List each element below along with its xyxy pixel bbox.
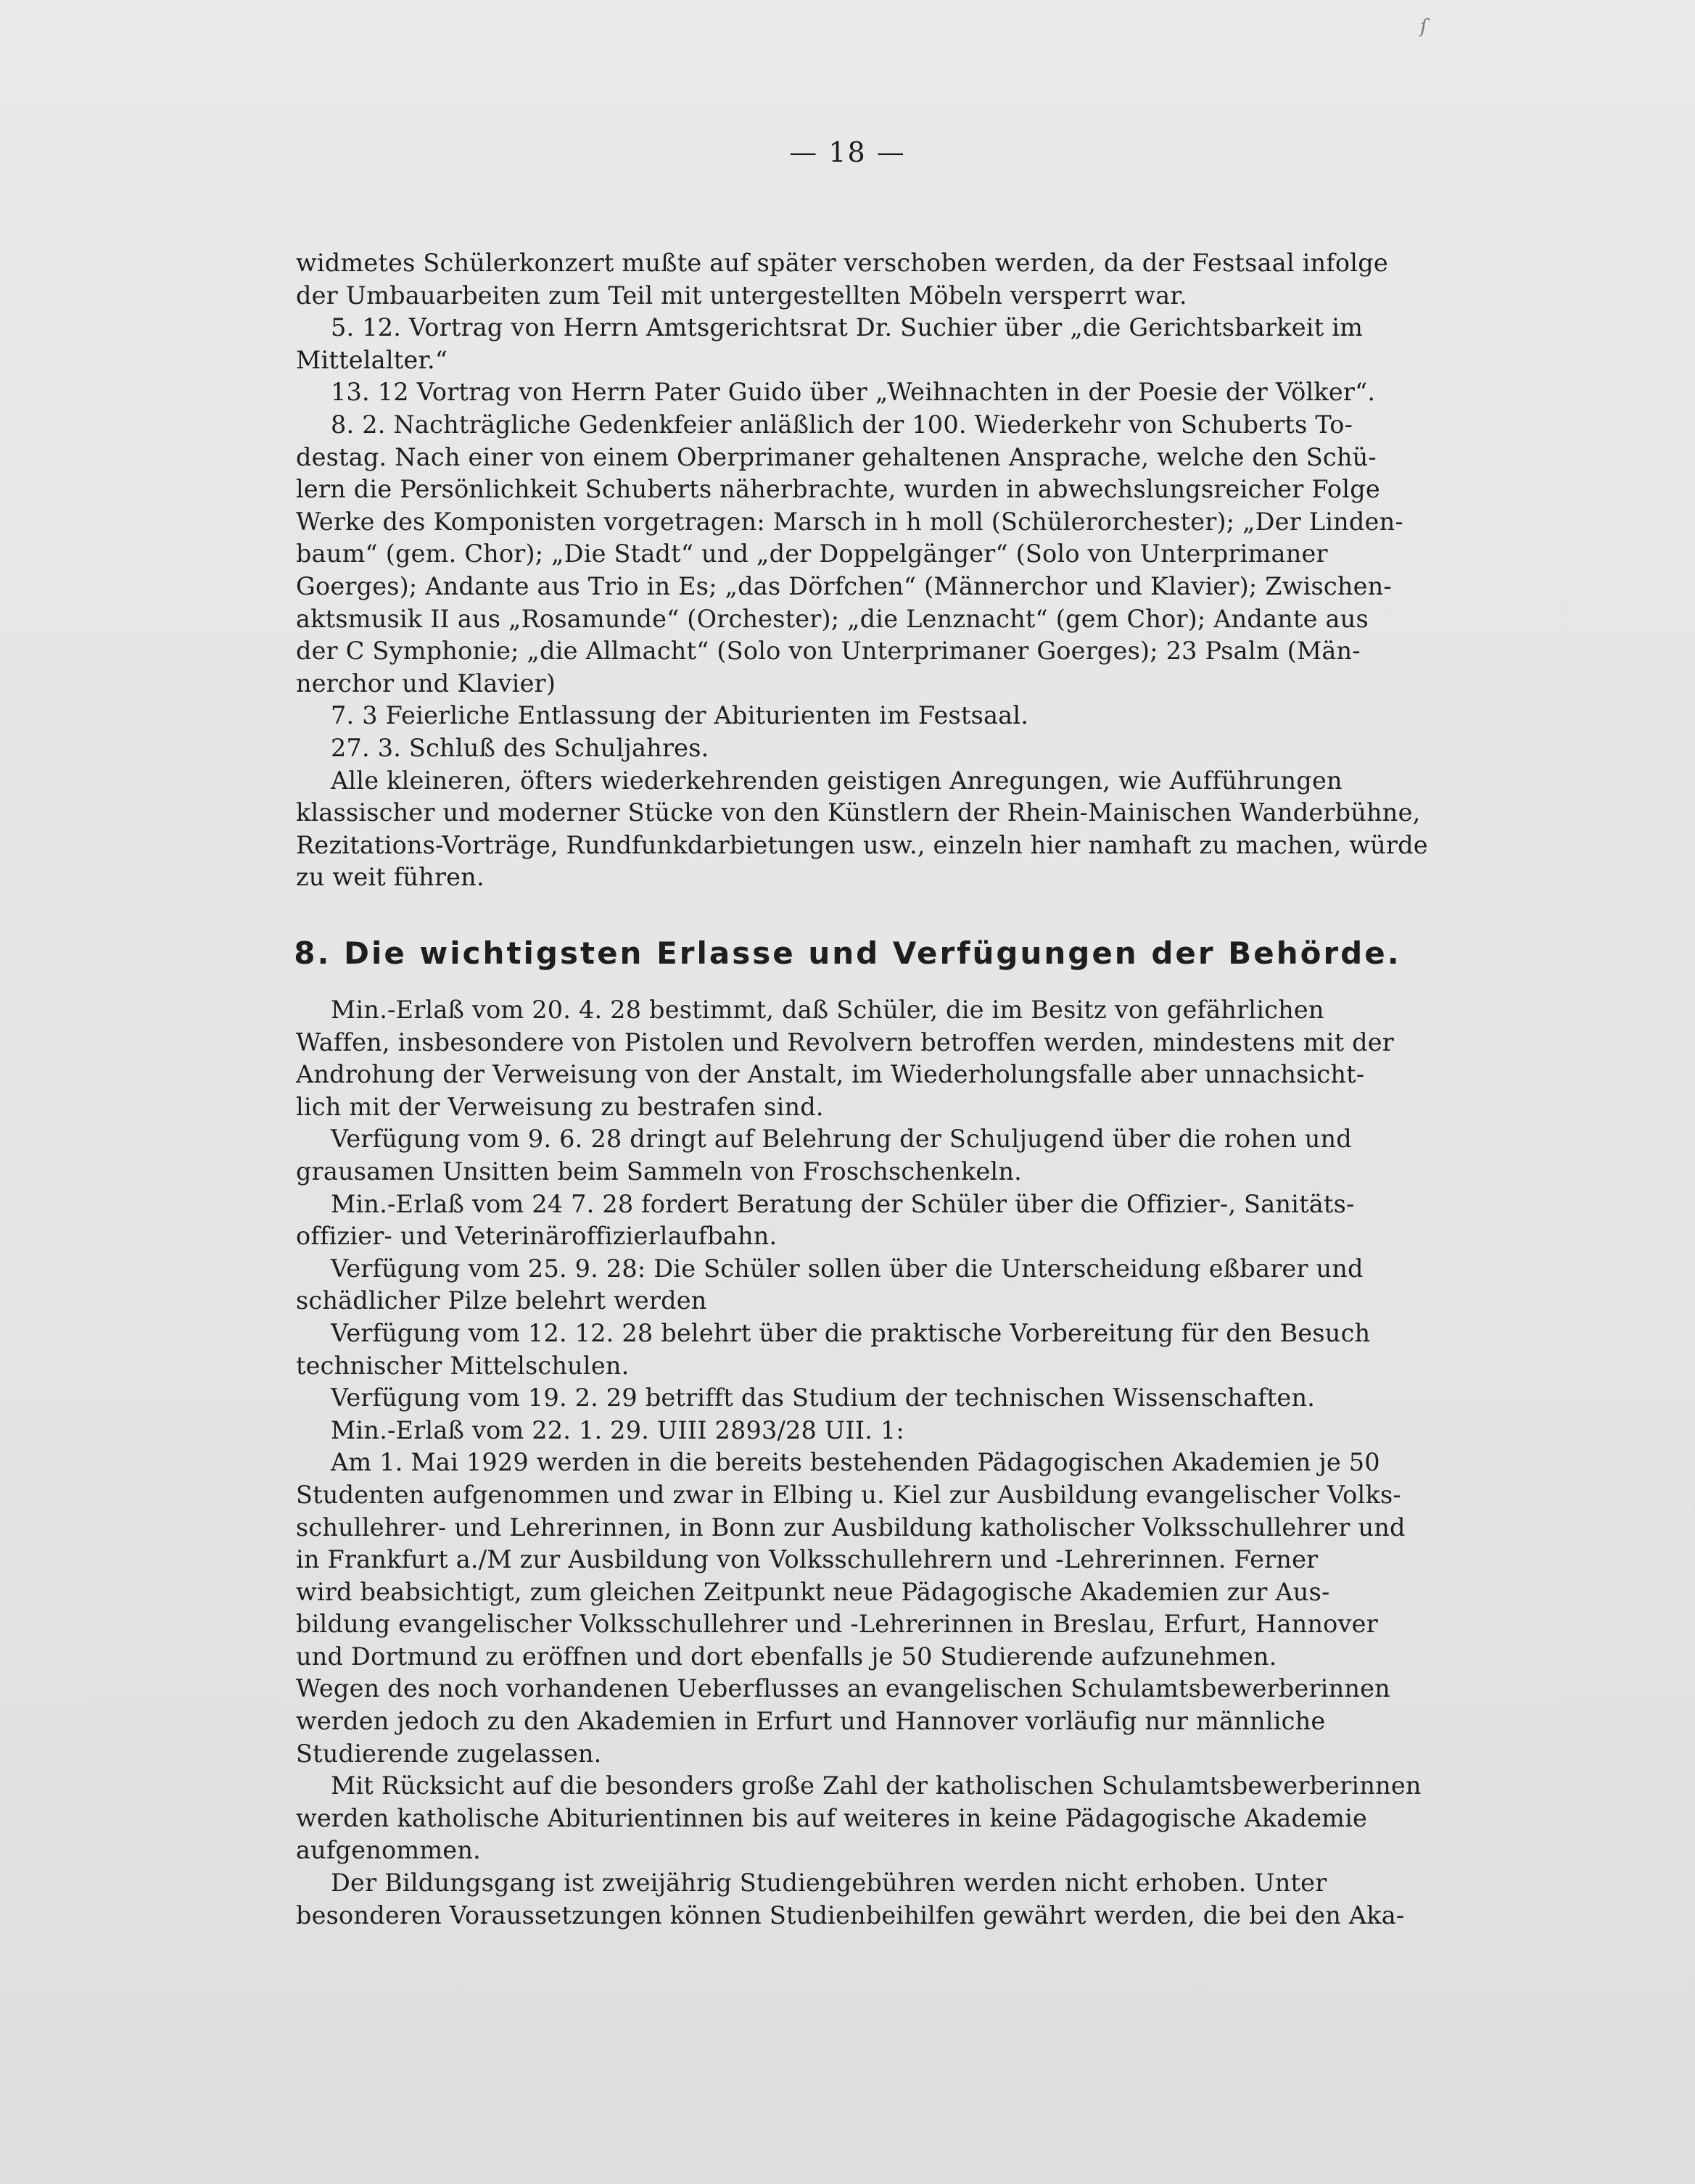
text-line: Studenten aufgenommen und zwar in Elbing u. Kiel zur Ausbildung evangelischer Volks- [296,1480,1401,1509]
text-line: Min.-Erlaß vom 20. 4. 28 bestimmt, daß Schüler, die im Besitz von gefährlichen [331,996,1324,1024]
text-line: wird beabsichtigt, zum gleichen Zeitpunkt neue Pädagogische Akademien zur Aus- [296,1577,1330,1606]
text-line: Waffen, insbesondere von Pistolen und Revolvern betroffen werden, mindestens mit der [296,1027,1394,1056]
text-line: baum“ (gem. Chor); „Die Stadt“ und „der Doppelgänger“ (Solo von Unterprimaner [296,539,1328,568]
bottom-text-block [296,994,1545,1932]
text-line: Studierende zugelassen. [296,1739,602,1768]
corner-mark: ſ [1420,16,1427,38]
text-line: widmetes Schülerkonzert mußte auf später verschoben werden, da der Festsaal infolge [296,249,1388,277]
text-line: Goerges); Andante aus Trio in Es; „das Dörfchen“ (Männerchor und Klavier); Zwischen- [296,571,1392,600]
text-line: Verfügung vom 9. 6. 28 dringt auf Belehrung der Schuljugend über die rohen und [331,1125,1352,1154]
text-line: zu weit führen. [296,863,484,892]
text-line: bildung evangelischer Volksschullehrer und -Lehrerinnen in Breslau, Erfurt, Hannover [296,1610,1378,1639]
section-heading: 8. Die wichtigsten Erlasse und Verfügungen der Behörde. [294,935,1401,971]
page-number: — 18 — [789,136,906,168]
text-line: destag. Nach einer von einem Oberprimaner gehaltenen Ansprache, welche den Schü- [296,442,1377,471]
text-line: grausamen Unsitten beim Sammeln von Froschschenkeln. [296,1157,1022,1186]
text-line: 27. 3. Schluß des Schuljahres. [331,733,709,762]
text-line: schullehrer- und Lehrerinnen, in Bonn zur Ausbildung katholischer Volksschullehrer und [296,1513,1406,1542]
text-line: Werke des Komponisten vorgetragen: Marsch in h moll (Schülerorchester); „Der Linden- [296,507,1403,536]
text-line: lich mit der Verweisung zu bestrafen sind. [296,1092,824,1121]
text-line: 5. 12. Vortrag von Herrn Amtsgerichtsrat Dr. Suchier über „die Gerichtsbarkeit im [331,313,1364,342]
text-line: Rezitations-Vorträge, Rundfunkdarbietungen usw., einzeln hier namhaft zu machen, würde [296,830,1428,859]
text-line: in Frankfurt a./M zur Ausbildung von Volksschullehrern und -Lehrerinnen. Ferner [296,1545,1319,1574]
text-line: werden katholische Abiturientinnen bis auf weiteres in keine Pädagogische Akademie [296,1803,1368,1832]
text-line: Verfügung vom 12. 12. 28 belehrt über die praktische Vorbereitung für den Besuch [331,1318,1371,1347]
text-line: Wegen des noch vorhandenen Ueberflusses an evangelischen Schulamtsbewerberinnen [296,1674,1390,1703]
text-line: der Umbauarbeiten zum Teil mit untergestellten Möbeln versperrt war. [296,281,1187,310]
text-line: technischer Mittelschulen. [296,1351,630,1380]
text-line: Verfügung vom 25. 9. 28: Die Schüler sollen über die Unterscheidung eßbarer und [331,1254,1364,1283]
text-line: Alle kleineren, öfters wiederkehrenden geistigen Anregungen, wie Aufführungen [331,766,1343,795]
text-line: offizier- und Veterinäroffizierlaufbahn. [296,1222,778,1251]
text-line: Min.-Erlaß vom 24 7. 28 fordert Beratung der Schüler über die Offizier-, Sanitäts- [331,1189,1355,1218]
text-line: der C Symphonie; „die Allmacht“ (Solo von Unterprimaner Goerges); 23 Psalm (Män- [296,637,1361,666]
top-text-block [296,247,1545,894]
text-line: nerchor und Klavier) [296,669,556,698]
text-line: klassischer und moderner Stücke von den Künstlern der Rhein-Mainischen Wanderbühne, [296,798,1421,827]
text-line: aktsmusik II aus „Rosamunde“ (Orchester); „die Lenznacht“ (gem Chor); Andante aus [296,604,1369,633]
text-line: besonderen Voraussetzungen können Studienbeihilfen gewährt werden, die bei den Aka- [296,1900,1405,1929]
text-line: Androhung der Verweisung von der Anstalt, im Wiederholungsfalle aber unnachsicht- [296,1060,1365,1089]
text-line: Mit Rücksicht auf die besonders große Zahl der katholischen Schulamtsbewerberinnen [331,1771,1422,1800]
text-line: 8. 2. Nachträgliche Gedenkfeier anläßlich der 100. Wiederkehr von Schuberts To- [331,410,1353,439]
text-line: 7. 3 Feierliche Entlassung der Abiturienten im Festsaal. [331,701,1029,730]
text-line: Verfügung vom 19. 2. 29 betrifft das Studium der technischen Wissenschaften. [331,1383,1316,1412]
text-line: Min.-Erlaß vom 22. 1. 29. UIII 2893/28 UII. 1: [331,1415,904,1444]
text-line: lern die Persönlichkeit Schuberts näherbrachte, wurden in abwechslungsreicher Folge [296,475,1380,504]
text-line: werden jedoch zu den Akademien in Erfurt und Hannover vorläufig nur männliche [296,1707,1326,1736]
text-line: aufgenommen. [296,1836,481,1865]
text-line: und Dortmund zu eröffnen und dort ebenfalls je 50 Studierende aufzunehmen. [296,1642,1277,1671]
text-line: 13. 12 Vortrag von Herrn Pater Guido über „Weihnachten in der Poesie der Völker“. [331,378,1376,407]
text-line: Am 1. Mai 1929 werden in die bereits bestehenden Pädagogischen Akademien je 50 [331,1448,1380,1477]
text-line: schädlicher Pilze belehrt werden [296,1286,707,1315]
text-line: Der Bildungsgang ist zweijährig Studiengebühren werden nicht erhoben. Unter [331,1869,1327,1898]
text-line: Mittelalter.“ [296,345,448,374]
